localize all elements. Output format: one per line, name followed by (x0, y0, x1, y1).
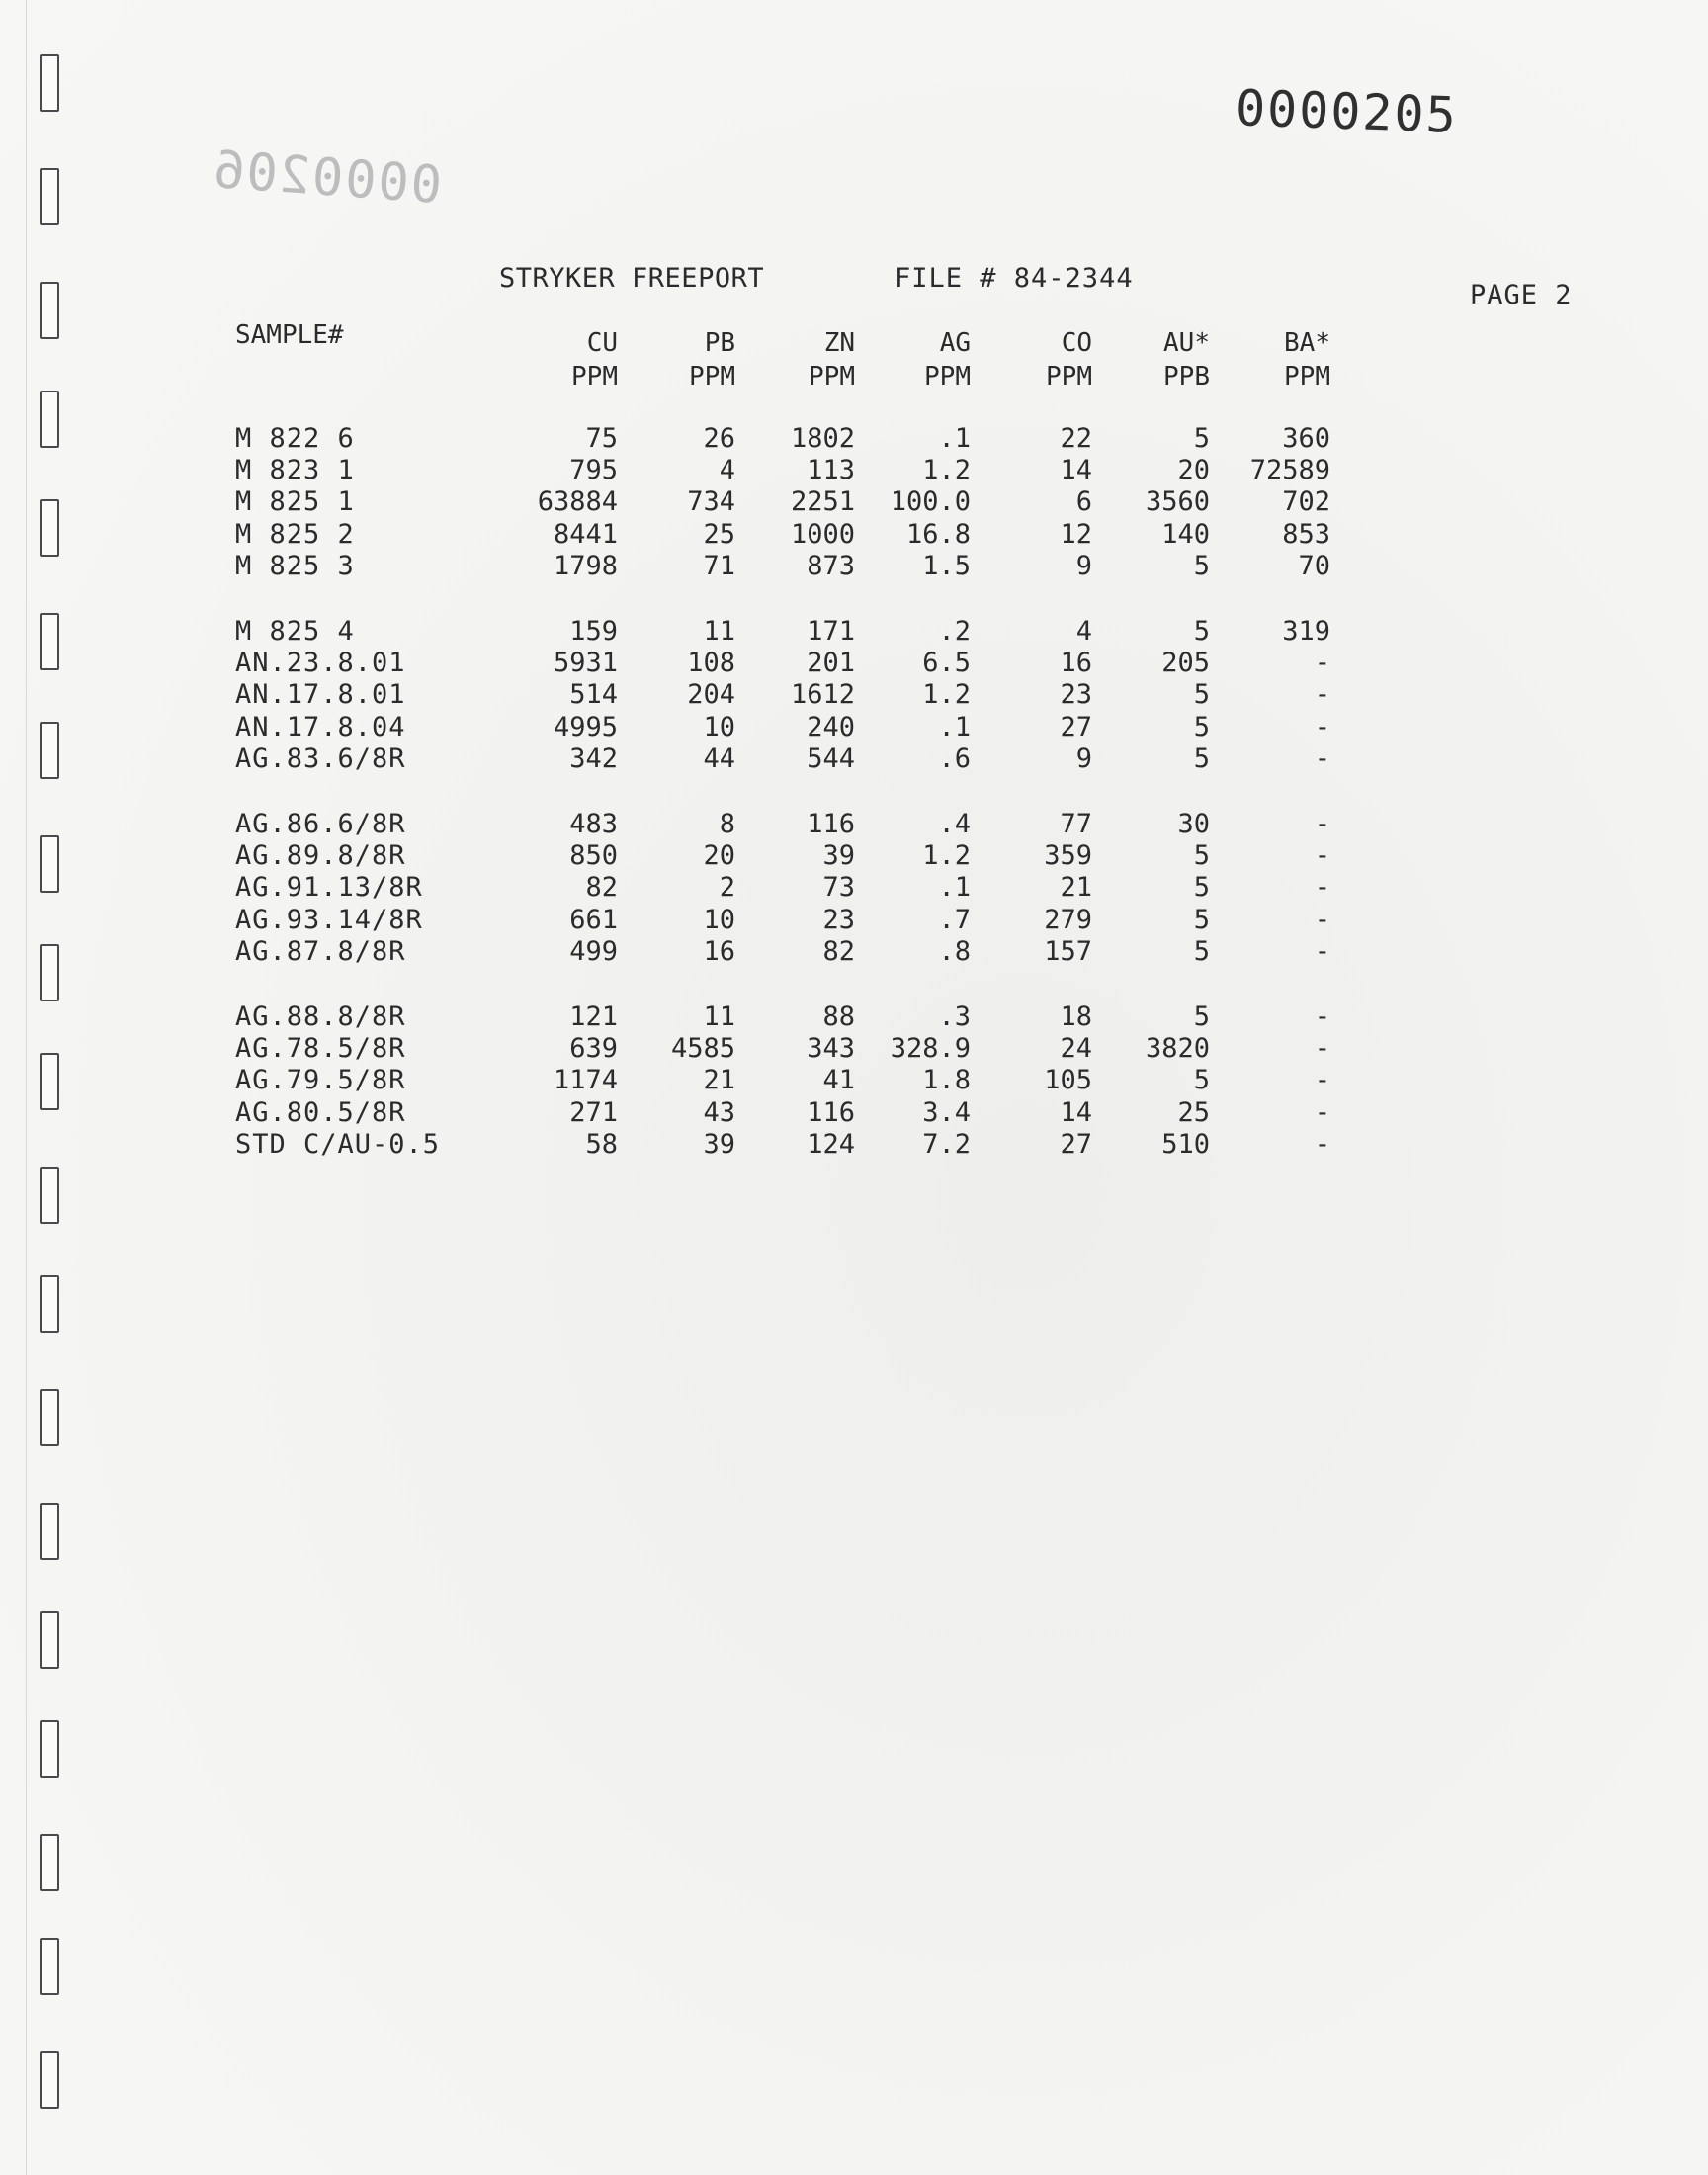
cell-co: 77 (1060, 809, 1092, 839)
cell-ba: 72589 (1249, 455, 1330, 486)
table-row (0, 648, 1384, 679)
cell-zn: 873 (807, 550, 855, 581)
cell-zn: 1000 (790, 518, 855, 550)
table-row (0, 712, 1384, 743)
cell-co: 9 (1075, 550, 1092, 581)
cell-ag: .7 (938, 904, 971, 935)
cell-co: 12 (1060, 518, 1092, 550)
cell-ag: 328.9 (890, 1033, 971, 1065)
cell-cu: 514 (569, 679, 618, 711)
column-header-label: SAMPLE# (235, 320, 344, 350)
cell-co: 157 (1044, 935, 1092, 967)
cell-au: 5 (1193, 840, 1210, 872)
cell-au: 30 (1177, 809, 1210, 839)
ghost-bleed-through-number: 0000206 (210, 139, 444, 217)
punch-hole (40, 2051, 59, 2109)
cell-au: 5 (1193, 711, 1210, 742)
cell-ba: - (1314, 648, 1330, 679)
column-header-unit: PPM (689, 362, 735, 392)
cell-au: 5 (1193, 423, 1210, 454)
cell-ba: - (1314, 1033, 1330, 1065)
cell-co: 22 (1060, 423, 1092, 454)
punch-hole (40, 1389, 59, 1446)
cell-pb: 108 (687, 648, 735, 679)
cell-cu: 121 (569, 1001, 618, 1032)
cell-ag: 1.8 (922, 1065, 971, 1096)
cell-cu: 483 (569, 809, 618, 839)
cell-co: 21 (1060, 872, 1092, 904)
column-header-sample (235, 318, 344, 352)
cell-co: 359 (1044, 840, 1092, 872)
table-row (0, 1033, 1384, 1065)
page-number: PAGE 2 (1470, 280, 1573, 310)
cell-ag: 1.2 (922, 840, 971, 872)
cell-ag: .1 (938, 872, 971, 904)
table-row (0, 1065, 1384, 1096)
cell-ba: - (1314, 935, 1330, 967)
column-header-ba (1172, 326, 1330, 393)
cell-au: 5 (1193, 742, 1210, 774)
cell-ba: 70 (1298, 550, 1330, 581)
cell-co: 16 (1060, 648, 1092, 679)
cell-zn: 1802 (790, 423, 855, 454)
cell-pb: 39 (703, 1128, 735, 1160)
cell-ag: 1.2 (922, 455, 971, 486)
cell-pb: 11 (703, 616, 735, 647)
column-header-unit: PPB (1163, 362, 1210, 392)
cell-ba: - (1314, 1096, 1330, 1128)
column-header-label: CU (586, 328, 618, 358)
cell-cu: 639 (569, 1033, 618, 1065)
cell-co: 27 (1060, 711, 1092, 742)
cell-au: 5 (1193, 679, 1210, 711)
cell-zn: 2251 (790, 486, 855, 518)
cell-pb: 4 (719, 455, 735, 486)
cell-sample: AG.80.5/8R (235, 1096, 406, 1128)
cell-cu: 63884 (537, 486, 618, 518)
cell-ba: - (1314, 872, 1330, 904)
cell-ba: 319 (1282, 616, 1330, 647)
cell-sample: AG.88.8/8R (235, 1001, 406, 1032)
cell-ba: - (1314, 711, 1330, 742)
table-row (0, 486, 1384, 518)
cell-cu: 850 (569, 840, 618, 872)
column-header-unit: PPM (1046, 362, 1092, 392)
punch-hole (40, 1167, 59, 1224)
table-row (0, 743, 1384, 775)
table-row (0, 905, 1384, 936)
punch-hole (40, 1503, 59, 1560)
cell-ag: .6 (938, 742, 971, 774)
cell-au: 5 (1193, 904, 1210, 935)
cell-zn: 116 (807, 809, 855, 839)
cell-ba: 853 (1282, 518, 1330, 550)
cell-ba: - (1314, 1128, 1330, 1160)
cell-au: 510 (1161, 1128, 1210, 1160)
column-header-label: ZN (823, 328, 855, 358)
cell-pb: 10 (703, 904, 735, 935)
cell-cu: 82 (585, 872, 618, 904)
cell-cu: 795 (569, 455, 618, 486)
cell-pb: 11 (703, 1001, 735, 1032)
cell-ba: - (1314, 904, 1330, 935)
cell-zn: 113 (807, 455, 855, 486)
cell-zn: 88 (822, 1001, 855, 1032)
cell-pb: 8 (719, 809, 735, 839)
cell-pb: 4585 (670, 1033, 735, 1065)
cell-co: 23 (1060, 679, 1092, 711)
cell-ba: - (1314, 679, 1330, 711)
cell-sample: AG.86.6/8R (235, 809, 406, 839)
cell-pb: 44 (703, 742, 735, 774)
cell-au: 205 (1161, 648, 1210, 679)
cell-ag: 1.5 (922, 550, 971, 581)
cell-ba: - (1314, 1001, 1330, 1032)
table-row (0, 519, 1384, 551)
cell-au: 5 (1193, 935, 1210, 967)
punch-hole (40, 168, 59, 225)
cell-ag: 100.0 (890, 486, 971, 518)
cell-au: 5 (1193, 1001, 1210, 1032)
cell-sample: AG.87.8/8R (235, 935, 406, 967)
cell-sample: AN.17.8.04 (235, 711, 406, 742)
cell-pb: 20 (703, 840, 735, 872)
cell-sample: AG.79.5/8R (235, 1065, 406, 1096)
table-row (0, 455, 1384, 486)
cell-pb: 25 (703, 518, 735, 550)
cell-sample: AG.91.13/8R (235, 872, 423, 904)
column-header-unit: PPM (924, 362, 971, 392)
cell-pb: 10 (703, 711, 735, 742)
cell-zn: 23 (822, 904, 855, 935)
table-row (0, 1097, 1384, 1129)
cell-sample: M 823 1 (235, 455, 355, 486)
cell-ba: 360 (1282, 423, 1330, 454)
cell-pb: 26 (703, 423, 735, 454)
cell-pb: 734 (687, 486, 735, 518)
cell-co: 27 (1060, 1128, 1092, 1160)
cell-ag: .4 (938, 809, 971, 839)
cell-zn: 1612 (790, 679, 855, 711)
table-row (0, 1001, 1384, 1033)
cell-pb: 204 (687, 679, 735, 711)
cell-ag: .2 (938, 616, 971, 647)
cell-zn: 116 (807, 1096, 855, 1128)
table-row (0, 1129, 1384, 1161)
table-row (0, 936, 1384, 968)
cell-co: 18 (1060, 1001, 1092, 1032)
cell-sample: AG.78.5/8R (235, 1033, 406, 1065)
cell-sample: STD C/AU-0.5 (235, 1128, 441, 1160)
file-number: FILE # 84-2344 (895, 263, 1134, 294)
table-row (0, 423, 1384, 455)
cell-cu: 159 (569, 616, 618, 647)
cell-ag: 1.2 (922, 679, 971, 711)
cell-au: 20 (1177, 455, 1210, 486)
cell-ag: 7.2 (922, 1128, 971, 1160)
cell-zn: 544 (807, 742, 855, 774)
cell-cu: 5931 (553, 648, 618, 679)
cell-co: 105 (1044, 1065, 1092, 1096)
cell-sample: AN.17.8.01 (235, 679, 406, 711)
punch-hole (40, 54, 59, 112)
cell-au: 5 (1193, 872, 1210, 904)
cell-ag: 6.5 (922, 648, 971, 679)
cell-zn: 39 (822, 840, 855, 872)
cell-zn: 82 (822, 935, 855, 967)
cell-ba: 702 (1282, 486, 1330, 518)
cell-ba: - (1314, 742, 1330, 774)
document-number-stamp: 0000205 (1235, 79, 1459, 144)
table-row (0, 809, 1384, 840)
cell-pb: 71 (703, 550, 735, 581)
cell-zn: 343 (807, 1033, 855, 1065)
cell-ba: - (1314, 1065, 1330, 1096)
cell-au: 5 (1193, 550, 1210, 581)
cell-zn: 73 (822, 872, 855, 904)
cell-sample: M 825 1 (235, 486, 355, 518)
cell-cu: 1798 (553, 550, 618, 581)
column-header-unit: PPM (809, 362, 855, 392)
cell-pb: 43 (703, 1096, 735, 1128)
cell-au: 140 (1161, 518, 1210, 550)
cell-cu: 1174 (553, 1065, 618, 1096)
cell-ag: .1 (938, 711, 971, 742)
cell-sample: AG.89.8/8R (235, 840, 406, 872)
cell-ag: 3.4 (922, 1096, 971, 1128)
cell-au: 25 (1177, 1096, 1210, 1128)
cell-ag: .3 (938, 1001, 971, 1032)
punch-hole (40, 1611, 59, 1669)
column-header-label: AU* (1163, 328, 1210, 358)
table-row (0, 616, 1384, 648)
cell-au: 5 (1193, 616, 1210, 647)
cell-co: 14 (1060, 455, 1092, 486)
cell-cu: 271 (569, 1096, 618, 1128)
cell-co: 6 (1075, 486, 1092, 518)
cell-au: 3820 (1145, 1033, 1210, 1065)
cell-co: 24 (1060, 1033, 1092, 1065)
cell-sample: M 825 2 (235, 518, 355, 550)
cell-cu: 4995 (553, 711, 618, 742)
cell-zn: 171 (807, 616, 855, 647)
column-header-unit: PPM (571, 362, 618, 392)
cell-sample: M 822 6 (235, 423, 355, 454)
cell-zn: 201 (807, 648, 855, 679)
cell-zn: 240 (807, 711, 855, 742)
cell-cu: 342 (569, 742, 618, 774)
cell-sample: M 825 4 (235, 616, 355, 647)
punch-hole (40, 1834, 59, 1891)
punch-hole (40, 1938, 59, 1995)
cell-pb: 2 (719, 872, 735, 904)
cell-ag: 16.8 (905, 518, 971, 550)
cell-cu: 75 (585, 423, 618, 454)
table-row (0, 551, 1384, 582)
cell-au: 5 (1193, 1065, 1210, 1096)
cell-co: 9 (1075, 742, 1092, 774)
punch-hole (40, 282, 59, 339)
cell-sample: AG.93.14/8R (235, 904, 423, 935)
cell-cu: 8441 (553, 518, 618, 550)
cell-sample: AN.23.8.01 (235, 648, 406, 679)
column-header-label: BA* (1284, 328, 1330, 358)
table-row (0, 679, 1384, 711)
cell-ag: .8 (938, 935, 971, 967)
cell-au: 3560 (1145, 486, 1210, 518)
column-header-label: AG (939, 328, 971, 358)
cell-pb: 16 (703, 935, 735, 967)
table-row (0, 872, 1384, 904)
table-row (0, 840, 1384, 872)
column-header-unit: PPM (1284, 362, 1330, 392)
cell-ag: .1 (938, 423, 971, 454)
punch-hole (40, 1275, 59, 1333)
cell-sample: M 825 3 (235, 550, 355, 581)
cell-co: 4 (1075, 616, 1092, 647)
cell-cu: 58 (585, 1128, 618, 1160)
cell-zn: 124 (807, 1128, 855, 1160)
cell-sample: AG.83.6/8R (235, 742, 406, 774)
column-header-label: CO (1061, 328, 1092, 358)
cell-ba: - (1314, 809, 1330, 839)
cell-co: 14 (1060, 1096, 1092, 1128)
cell-ba: - (1314, 840, 1330, 872)
cell-co: 279 (1044, 904, 1092, 935)
cell-zn: 41 (822, 1065, 855, 1096)
report-title: STRYKER FREEPORT (499, 263, 765, 294)
column-header-label: PB (704, 328, 735, 358)
punch-hole (40, 1720, 59, 1778)
cell-cu: 499 (569, 935, 618, 967)
cell-pb: 21 (703, 1065, 735, 1096)
cell-cu: 661 (569, 904, 618, 935)
